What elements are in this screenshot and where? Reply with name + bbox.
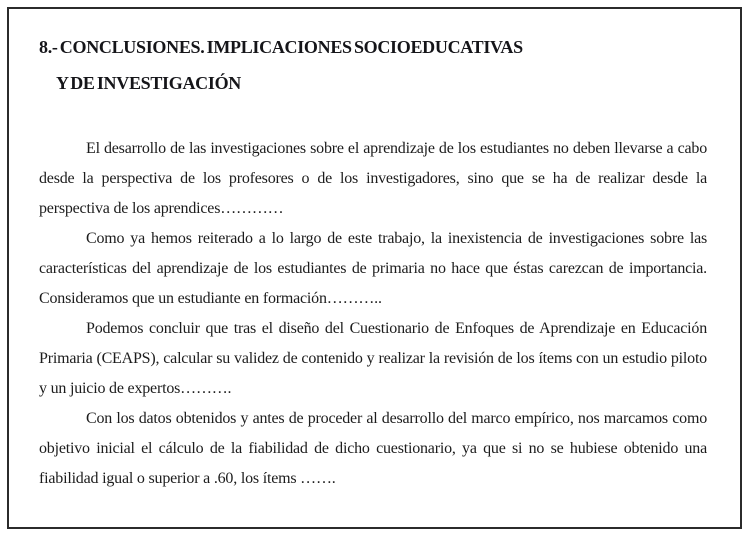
paragraph-1: El desarrollo de las investigaciones sobre el aprendizaje de los estudiantes no deben llevarse a cabo desde la perspectiva de los profesores o de los investigadores, sino que se ha de realizar desde la perspectiva de los aprendices………… bbox=[39, 140, 707, 217]
document-page-frame bbox=[7, 7, 742, 529]
document-content bbox=[9, 9, 740, 527]
paragraph-3: Podemos concluir que tras el diseño del Cuestionario de Enfoques de Aprendizaje en Educación Primaria (CEAPS), calcular su validez de contenido y realizar la revisión de los ítems con un estudio piloto y un juicio de expertos………. bbox=[39, 320, 707, 397]
paragraph-2: Como ya hemos reiterado a lo largo de este trabajo, la inexistencia de investigaciones sobre las características del aprendizaje de los estudiantes de primaria no hace que éstas carezcan de importancia. Consideramos que un estudiante en formación……….. bbox=[39, 230, 707, 307]
section-heading-line-1: 8.- CONCLUSIONES. IMPLICACIONES SOCIOEDUCATIVAS bbox=[39, 37, 523, 57]
section-heading bbox=[39, 29, 707, 101]
section-heading-line-2: Y DE INVESTIGACIÓN bbox=[56, 73, 241, 93]
paragraph-4: Con los datos obtenidos y antes de proceder al desarrollo del marco empírico, nos marcamos como objetivo inicial el cálculo de la fiabilidad de dicho cuestionario, ya que si no se hubiese obtenido una fiabilidad igual o superior a .60, los ítems ……. bbox=[39, 410, 707, 487]
